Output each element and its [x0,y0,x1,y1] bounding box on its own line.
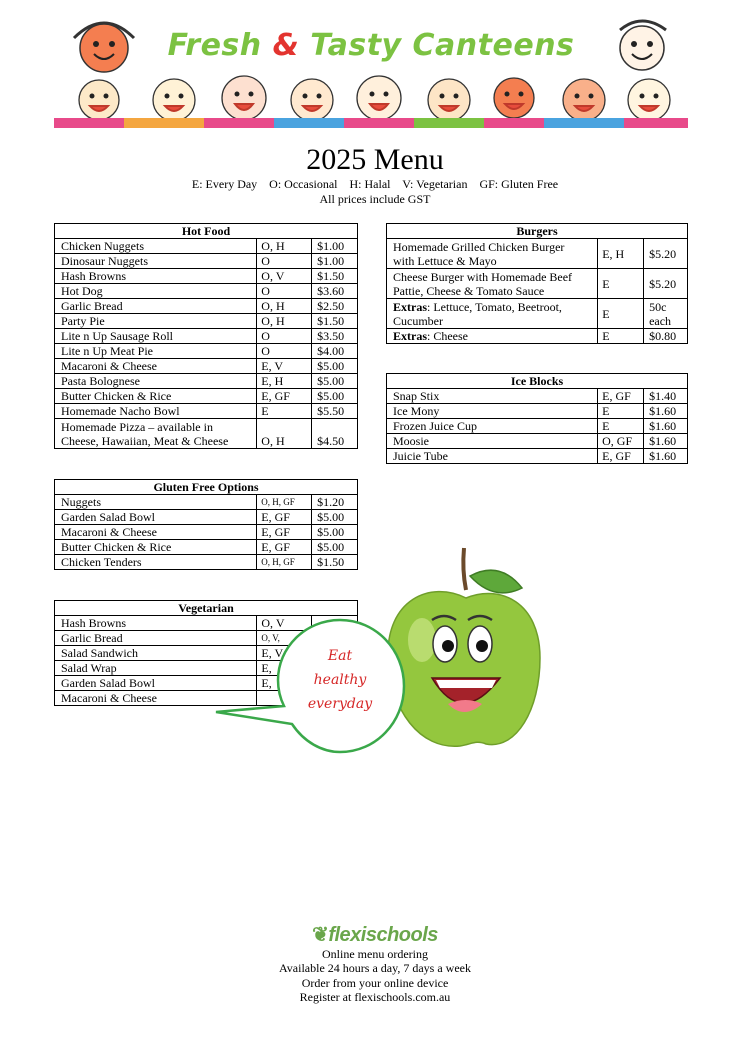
ice-blocks-table [386,373,688,464]
table-heading: Vegetarian [55,601,358,616]
menu-item: Salad Wrap [55,661,257,676]
apple-mascot [210,540,550,760]
diet-code: E, [257,661,312,676]
menu-item: Hash Browns [55,269,257,284]
menu-item: Salad Sandwich [55,646,257,661]
diet-code: O, GF [598,434,644,449]
diet-code: E, GF [598,449,644,464]
footer-line: Online menu ordering [322,946,428,961]
banner [54,18,688,128]
price: $1.00 [312,254,358,269]
price: $2.50 [312,299,358,314]
diet-code: O, V [257,269,312,284]
diet-code: E, H [598,239,644,269]
menu-item: Moosie [387,434,598,449]
diet-code: O, H, GF [257,495,312,510]
menu-item: Chicken Nuggets [55,239,257,254]
table-row [387,419,688,434]
menu-item: Hot Dog [55,284,257,299]
menu-item: Garden Salad Bowl [55,510,257,525]
diet-code: E [257,404,312,419]
price: $5.20 [644,269,688,299]
price: $1.60 [644,404,688,419]
menu-item: Homemade Pizza – available in Cheese, Hawaiian, Meat & Cheese [55,419,257,449]
footer-line: Available 24 hours a day, 7 days a week [279,961,471,975]
diet-code: E, V [257,646,312,661]
menu-item: Garlic Bread [55,631,257,646]
diet-code: E [598,419,644,434]
gst-note: All prices include GST [319,192,431,206]
table-row [55,510,358,525]
table-row [55,389,358,404]
price: $4.00 [312,344,358,359]
menu-item: Juicie Tube [387,449,598,464]
price: $5.00 [312,359,358,374]
menu-item: Nuggets [55,495,257,510]
footer-line: Register at flexischools.com.au [299,990,451,1004]
table-row [387,449,688,464]
diet-code: E, GF [257,540,312,555]
table-row [55,329,358,344]
price: $1.00 [312,239,358,254]
price: $5.00 [312,540,358,555]
table-row [55,374,358,389]
table-heading: Burgers [387,224,688,239]
table-heading: Gluten Free Options [55,480,358,495]
menu-item: Lite n Up Meat Pie [55,344,257,359]
table-row [387,329,688,344]
menu-item: Macaroni & Cheese [55,691,257,706]
table-row [55,299,358,314]
diet-code: E [598,404,644,419]
price: $4.50 [312,419,358,449]
diet-code: E, [257,676,312,691]
price: $5.00 [312,374,358,389]
footer [0,924,750,1005]
table-row [55,344,358,359]
menu-item: Pasta Bolognese [55,374,257,389]
diet-code: E, GF [257,389,312,404]
diet-code: E, V [257,359,312,374]
menu-item: Ice Mony [387,404,598,419]
legend: E: Every Day O: Occasional H: Halal V: Vegetarian GF: Gluten Free [191,177,559,191]
price: $3.50 [312,329,358,344]
diet-code: E, GF [257,525,312,540]
table-row [55,269,358,284]
table-row [387,299,688,329]
banner-title: Fresh & Tasty Canteens [167,28,575,63]
price: 50c each [644,299,688,329]
hot-food-table [54,223,358,449]
price: $1.50 [312,269,358,284]
price: $5.50 [312,404,358,419]
diet-code: O, H [257,419,312,449]
menu-item: Hash Browns [55,616,257,631]
menu-item: Butter Chicken & Rice [55,540,257,555]
price: $3.60 [312,284,358,299]
diet-code: E, GF [598,389,644,404]
diet-code: E [598,299,644,329]
menu-item: Homemade Nacho Bowl [55,404,257,419]
flexischools-logo: ❦flexischools [312,924,438,946]
price: $1.20 [312,495,358,510]
footer-line: Order from your online device [301,975,449,990]
diet-code: E [598,269,644,299]
diet-code: O, V, [257,631,312,646]
price: $1.40 [644,389,688,404]
diet-code: O, H, GF [257,555,312,570]
price: $5.00 [312,389,358,404]
price: $5.00 [312,525,358,540]
diet-code: O [257,329,312,344]
price: $1.50 [312,314,358,329]
table-row [387,389,688,404]
diet-code: O [257,344,312,359]
speech-bubble-text [290,644,390,716]
table-row [55,404,358,419]
diet-code: O [257,284,312,299]
diet-code: O [257,254,312,269]
diet-code: E [598,329,644,344]
table-heading: Ice Blocks [387,374,688,389]
table-row [55,419,358,449]
burgers-table [386,223,688,344]
menu-item: Homemade Grilled Chicken Burger with Lettuce & Mayo [387,239,598,269]
table-row [55,314,358,329]
diet-code: O, H [257,239,312,254]
table-row [387,269,688,299]
table-row [387,239,688,269]
menu-item: Frozen Juice Cup [387,419,598,434]
menu-item: Party Pie [55,314,257,329]
diet-code: E, GF [257,510,312,525]
table-row [55,254,358,269]
table-row [55,284,358,299]
menu-item: Dinosaur Nuggets [55,254,257,269]
menu-item: Macaroni & Cheese [55,359,257,374]
price: $1.50 [312,555,358,570]
menu-item: Butter Chicken & Rice [55,389,257,404]
price: $1.60 [644,449,688,464]
menu-item: Chicken Tenders [55,555,257,570]
price: $5.20 [644,239,688,269]
menu-item: Extras: Lettuce, Tomato, Beetroot, Cucumber [387,299,598,329]
menu-item: Extras: Cheese [387,329,598,344]
bubble-line: Eat [327,648,353,664]
price: $1.60 [644,419,688,434]
menu-item: Cheese Burger with Homemade Beef Pattie, Cheese & Tomato Sauce [387,269,598,299]
price: $5.00 [312,510,358,525]
diet-code: E, H [257,374,312,389]
bubble-line: everyday [307,696,373,712]
bubble-line: healthy [313,672,367,688]
diet-code: O, H [257,314,312,329]
table-row [387,434,688,449]
table-row [55,239,358,254]
hot-food-rows [55,239,358,419]
menu-item: Garden Salad Bowl [55,676,257,691]
page-title: 2025 Menu [306,143,444,176]
diet-code: O, H [257,299,312,314]
table-row [55,495,358,510]
table-row [55,525,358,540]
menu-item: Lite n Up Sausage Roll [55,329,257,344]
menu-item: Garlic Bread [55,299,257,314]
menu-item: Snap Stix [387,389,598,404]
leaf-icon: ❦ [312,924,329,946]
menu-item: Macaroni & Cheese [55,525,257,540]
price: $0.80 [644,329,688,344]
table-row [55,359,358,374]
price: $1.60 [644,434,688,449]
diet-code: O, V [257,616,312,631]
ice-blocks-rows [387,389,688,464]
table-heading: Hot Food [55,224,358,239]
table-row [387,404,688,419]
